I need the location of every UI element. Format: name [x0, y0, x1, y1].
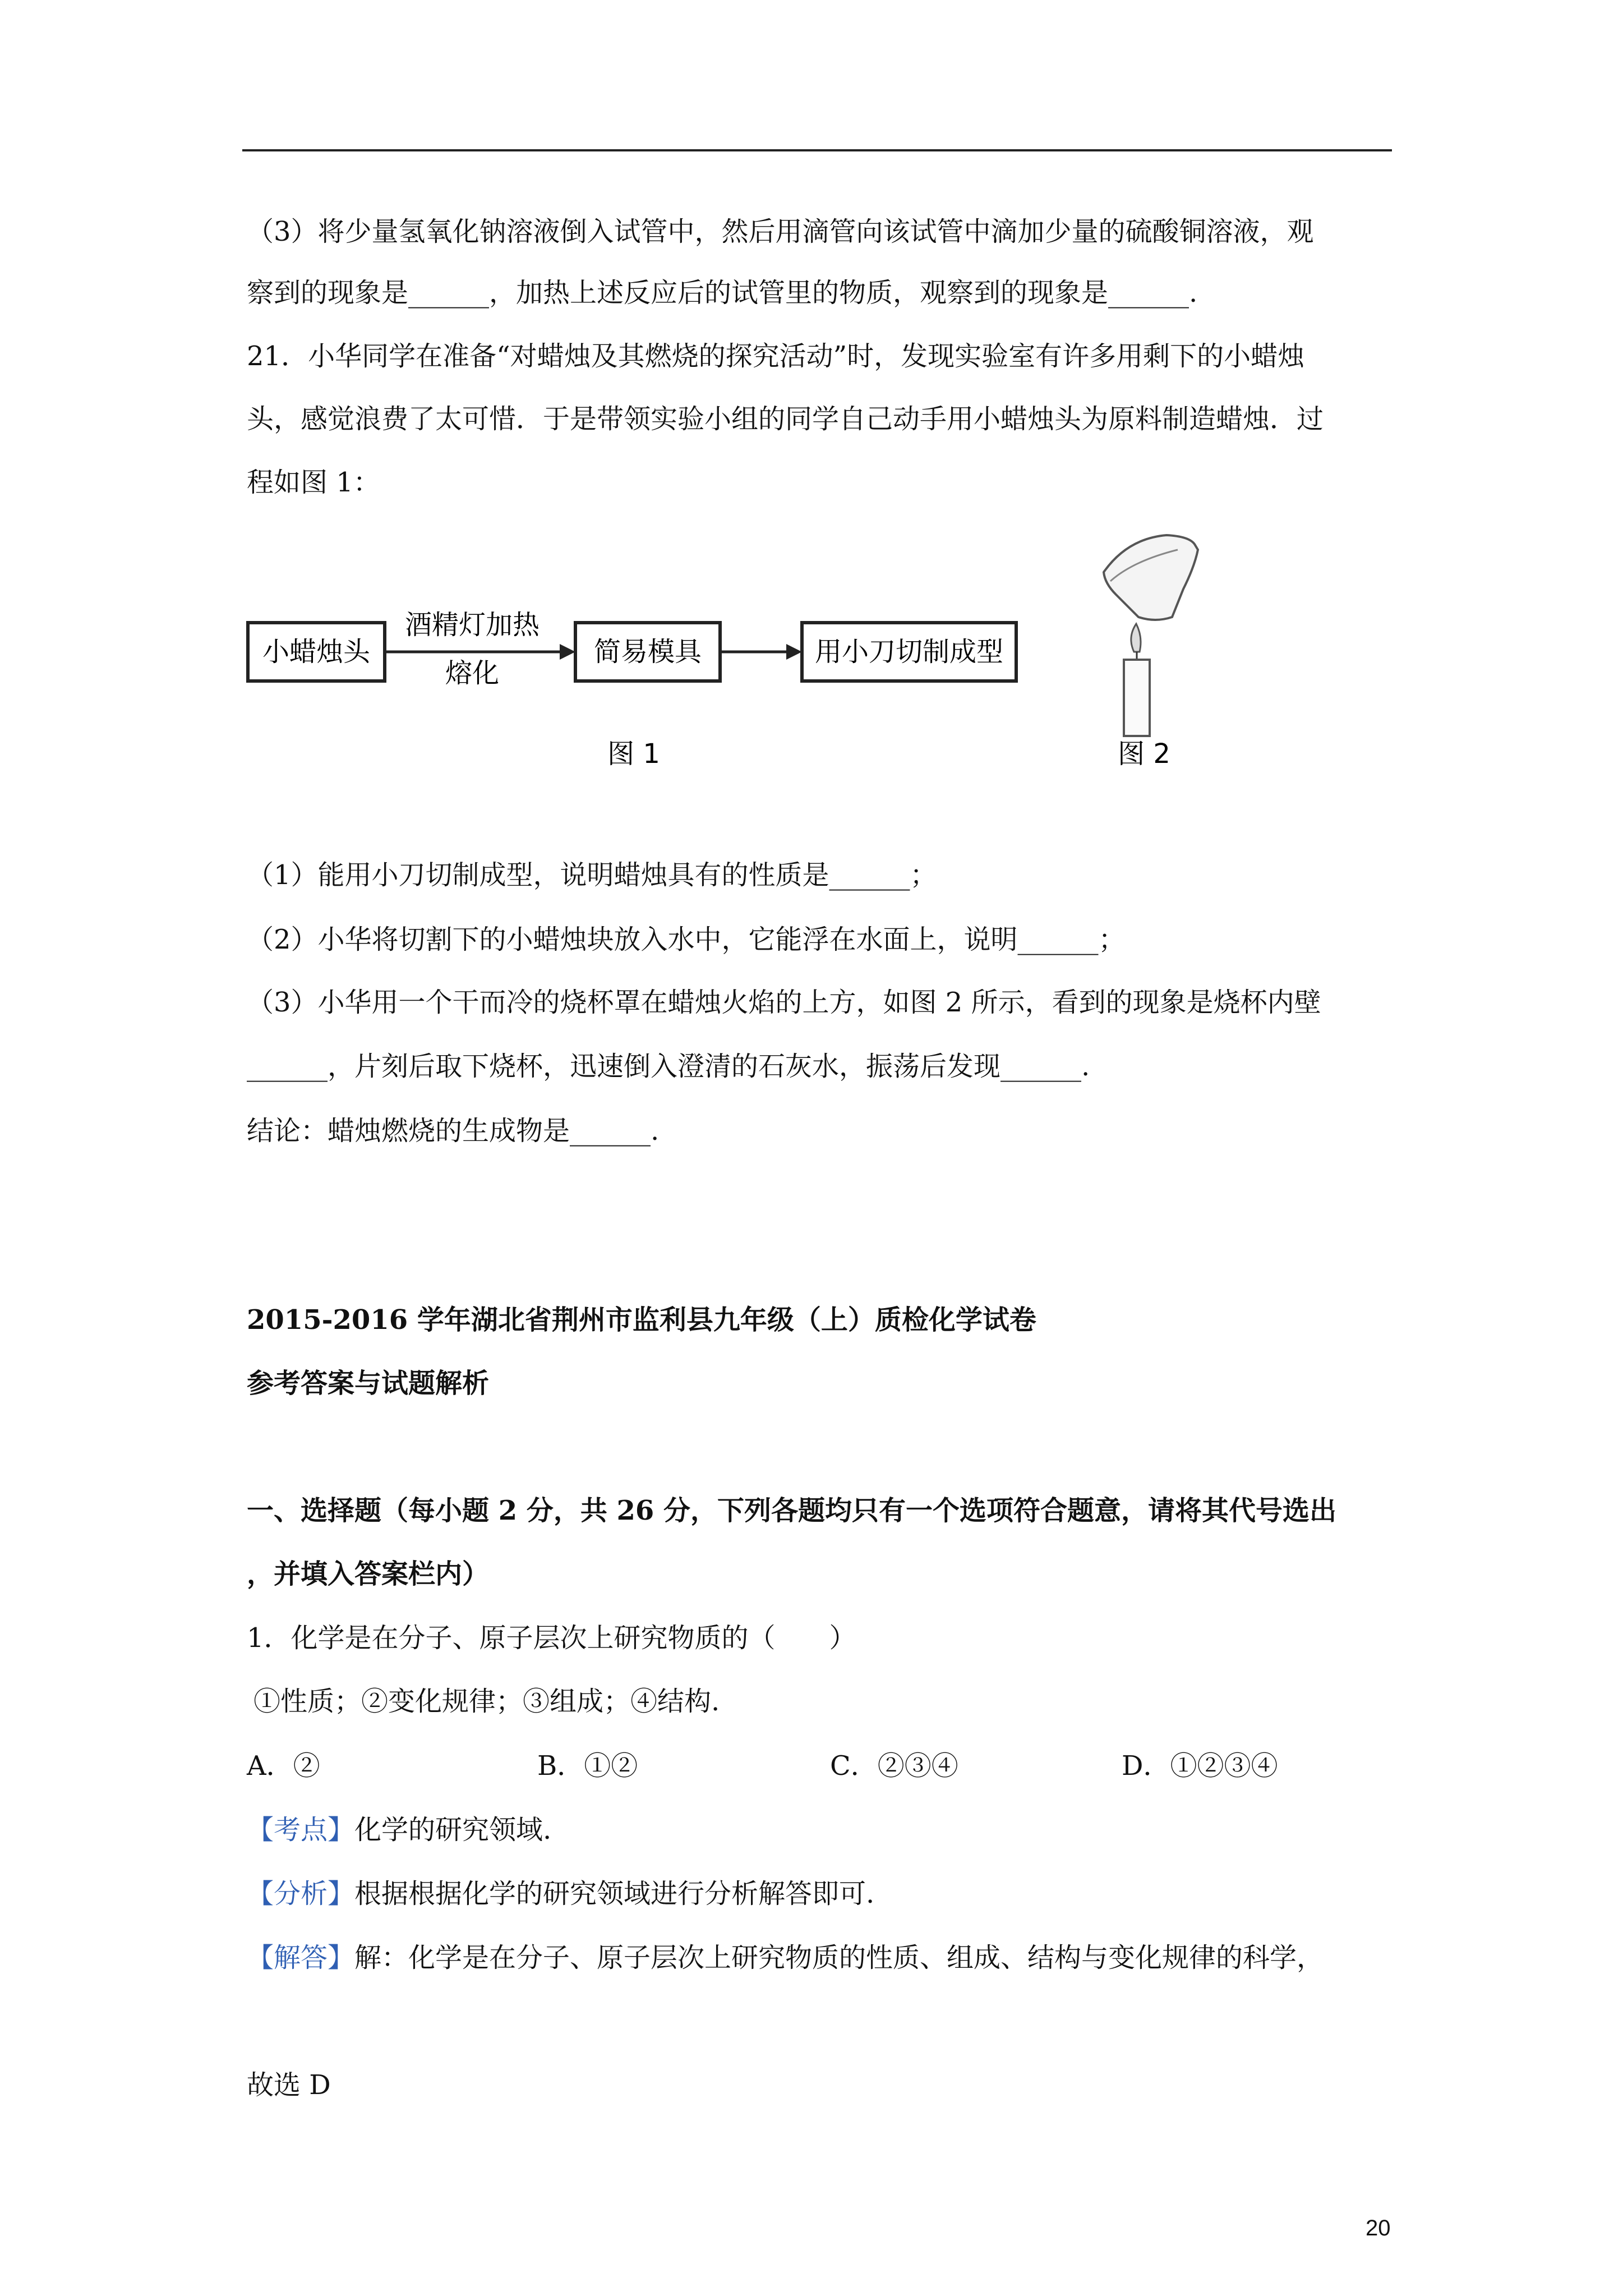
q21-stem-line3: 程如图 1：: [247, 467, 380, 498]
answers-title: 2015-2016 学年湖北省荆州市监利县九年级（上）质检化学试卷: [247, 1304, 1036, 1336]
q20-part3-line2: 察到的现象是______，加热上述反应后的试管里的物质，观察到的现象是______.: [247, 277, 1198, 309]
q21-stem-line2: 头，感觉浪费了太可惜．于是带领实验小组的同学自己动手用小蜡烛头为原料制造蜡烛．过: [247, 403, 1324, 435]
section-heading-line2: ，并填入答案栏内）: [247, 1558, 490, 1590]
candle-body: [1124, 660, 1150, 736]
q1-items: ①性质；②变化规律；③组成；④结构.: [253, 1686, 720, 1717]
q1-kaodian: [247, 1813, 551, 1847]
q20-part3-line1: （3）将少量氢氧化钠溶液倒入试管中，然后用滴管向该试管中滴加少量的硫酸铜溶液，观: [247, 216, 1314, 247]
figure-1-flowchart: [241, 589, 1026, 791]
section-heading-line1: 一、选择题（每小题 2 分，共 26 分，下列各题均只有一个选项符合题意，请将其代号选出: [247, 1495, 1337, 1526]
figure-2-beaker-candle: [1088, 527, 1234, 785]
q1-option-d: D．①②③④: [1122, 1750, 1278, 1782]
q21-part1: （1）能用小刀切制成型，说明蜡烛具有的性质是______；: [247, 859, 937, 891]
q1-fenxi: [247, 1877, 874, 1911]
flame-shape: [1131, 624, 1141, 652]
fenxi-tag: 【分析】: [247, 1878, 355, 1910]
jieda-text: 解：化学是在分子、原子层次上研究物质的性质、组成、结构与变化规律的科学，: [354, 1942, 1324, 1973]
answers-subtitle: 参考答案与试题解析: [247, 1368, 490, 1399]
arrow-head: [560, 644, 575, 660]
flow-arrow-label-heat: 酒精灯加热: [404, 609, 540, 641]
q1-stem: 1．化学是在分子、原子层次上研究物质的（ ）: [247, 1622, 856, 1654]
flow-box-small-candle-label: 小蜡烛头: [262, 636, 371, 668]
kaodian-tag: 【考点】: [247, 1814, 355, 1846]
q1-option-b: B．①②: [537, 1750, 638, 1782]
q1-option-c: C．②③④: [830, 1750, 958, 1782]
q21-conclusion: 结论：蜡烛燃烧的生成物是______.: [247, 1115, 660, 1147]
q1-jieda: [247, 1941, 1324, 1975]
q1-option-a: A．②: [247, 1750, 320, 1782]
flow-box-cut-label: 用小刀切制成型: [814, 636, 1004, 668]
kaodian-text: 化学的研究领域.: [354, 1814, 552, 1846]
figure-2-caption: 图 2: [1118, 738, 1170, 770]
q1-result: 故选 D: [247, 2069, 331, 2101]
flow-arrow-label-melt: 熔化: [445, 657, 500, 689]
jieda-tag: 【解答】: [247, 1942, 355, 1973]
page-number: 20: [1366, 2216, 1391, 2240]
q21-part3-line2: ______，片刻后取下烧杯，迅速倒入澄清的石灰水，振荡后发现______.: [247, 1051, 1090, 1082]
header-rule: [242, 149, 1392, 151]
fenxi-text: 根据根据化学的研究领域进行分析解答即可.: [354, 1878, 875, 1910]
flow-box-mold-label: 简易模具: [593, 636, 702, 668]
q21-stem-line1: 21．小华同学在准备“对蜡烛及其燃烧的探究活动”时，发现实验室有许多用剩下的小蜡烛: [247, 341, 1305, 372]
beaker-shape: [1104, 535, 1198, 620]
q21-part2: （2）小华将切割下的小蜡烛块放入水中，它能浮在水面上，说明______；: [247, 924, 1126, 955]
arrow-head: [786, 644, 802, 660]
q21-part3-line1: （3）小华用一个干而冷的烧杯罩在蜡烛火焰的上方，如图 2 所示，看到的现象是烧杯内壁: [247, 987, 1321, 1018]
figure-1-caption: 图 1: [607, 738, 660, 770]
